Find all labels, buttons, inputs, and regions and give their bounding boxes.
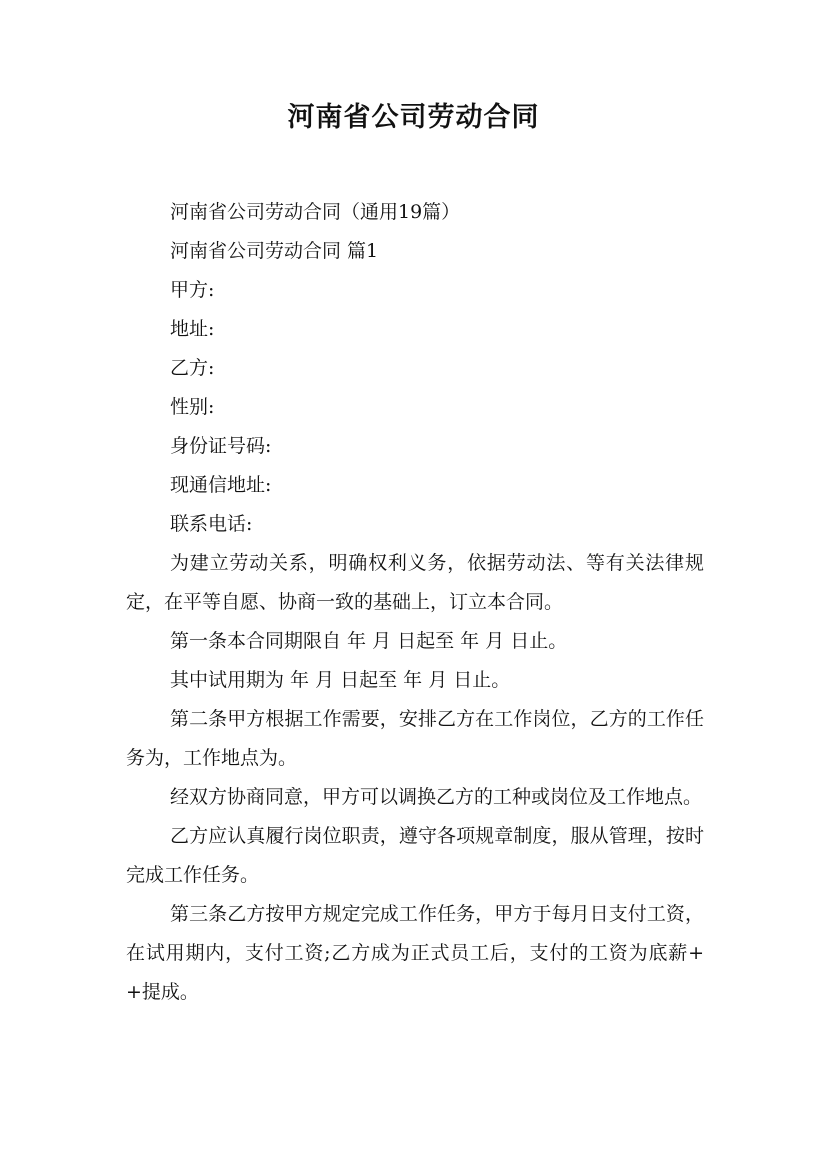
job-duties-paragraph: 乙方应认真履行岗位职责，遵守各项规章制度，服从管理，按时完成工作任务。 <box>126 825 704 886</box>
article-3-paragraph: 第三条乙方按甲方规定完成工作任务，甲方于每月日支付工资，在试用期内，支付工资;乙方成为正式员工后，支付的工资为底薪++提成。 <box>126 903 704 1003</box>
party-a-field: 甲方: <box>170 279 215 301</box>
subtitle-paragraph: 河南省公司劳动合同（通用19篇） <box>170 201 461 223</box>
address-field: 地址: <box>170 318 215 340</box>
contract-preamble-paragraph: 为建立劳动关系，明确权利义务，依据劳动法、等有关法律规定，在平等自愿、协商一致的基础上，订立本合同。 <box>126 552 704 613</box>
article-2-paragraph: 第二条甲方根据工作需要，安排乙方在工作岗位，乙方的工作任务为，工作地点为。 <box>126 708 704 769</box>
article-1-paragraph: 第一条本合同期限自 年 月 日起至 年 月 日止。 <box>170 630 568 652</box>
gender-field: 性别: <box>170 396 215 418</box>
probation-period-paragraph: 其中试用期为 年 月 日起至 年 月 日止。 <box>170 669 511 691</box>
current-address-field: 现通信地址: <box>170 474 272 496</box>
document-title: 河南省公司劳动合同 <box>287 102 540 133</box>
phone-field: 联系电话: <box>170 513 253 535</box>
job-adjustment-paragraph: 经双方协商同意，甲方可以调换乙方的工种或岗位及工作地点。 <box>170 786 703 808</box>
party-b-field: 乙方: <box>170 357 215 379</box>
section-heading: 河南省公司劳动合同 篇1 <box>170 240 379 262</box>
document-body <box>126 193 704 1012</box>
id-number-field: 身份证号码: <box>170 435 272 457</box>
